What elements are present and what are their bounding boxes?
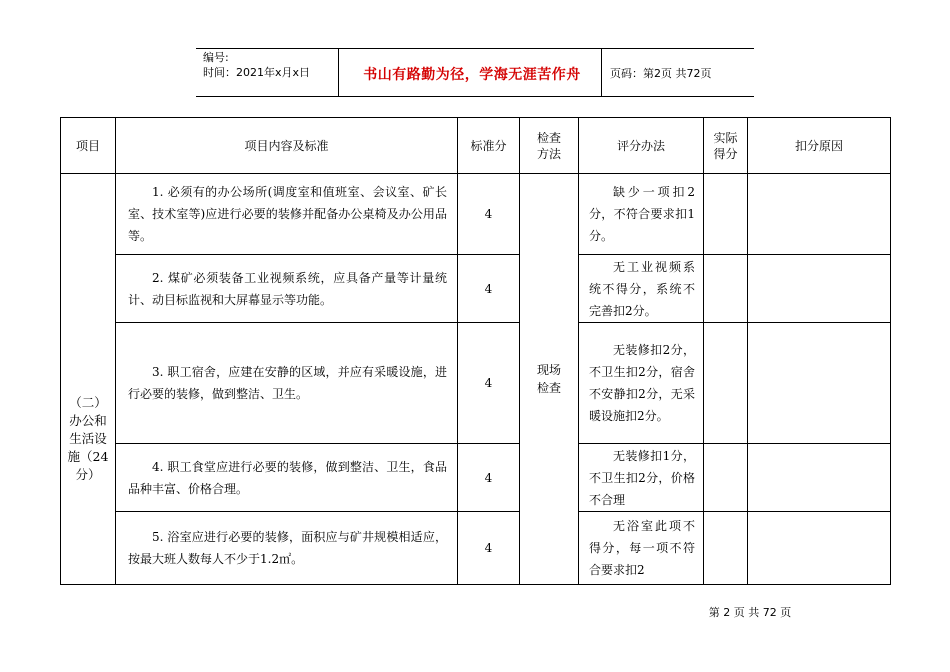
content-cell: 5. 浴室应进行必要的装修，面积应与矿井规模相适应，按最大班人数每人不少于1.2㎡。 <box>116 512 458 585</box>
content-cell: 4. 职工食堂应进行必要的装修，做到整洁、卫生，食品品种丰富、价格合理。 <box>116 444 458 512</box>
header-page-label: 页码：第2页 共72页 <box>610 67 712 80</box>
method-cell: 现场检查 <box>520 174 579 585</box>
actual-score-cell <box>704 174 748 255</box>
rule-cell: 缺少一项扣2分，不符合要求扣1分。 <box>579 174 704 255</box>
actual-score-cell <box>704 323 748 444</box>
actual-score-cell <box>704 255 748 323</box>
rule-cell: 无工业视频系统不得分，系统不完善扣2分。 <box>579 255 704 323</box>
content-cell: 1. 必须有的办公场所(调度室和值班室、会议室、矿长室、技术室等)应进行必要的装修并配备办公桌椅及办公用品等。 <box>116 174 458 255</box>
table-row <box>61 323 891 444</box>
header-number-label: 编号: <box>203 51 229 64</box>
column-header: 检查方法 <box>520 118 579 174</box>
rule-cell: 无装修扣1分，不卫生扣2分，价格不合理 <box>579 444 704 512</box>
column-header: 项目 <box>61 118 116 174</box>
column-header: 实际得分 <box>704 118 748 174</box>
column-header: 项目内容及标准 <box>116 118 458 174</box>
score-cell: 4 <box>458 444 520 512</box>
column-header: 标准分 <box>458 118 520 174</box>
column-header: 扣分原因 <box>748 118 891 174</box>
score-cell: 4 <box>458 174 520 255</box>
category-cell: （二）办公和生活设施（24分） <box>61 174 116 585</box>
actual-score-cell <box>704 444 748 512</box>
header-top-rule <box>196 48 754 49</box>
header-left <box>203 50 310 80</box>
header-divider <box>601 49 602 96</box>
header-motto: 书山有路勤为径，学海无涯苦作舟 <box>363 67 581 83</box>
deduction-reason-cell <box>748 512 891 585</box>
actual-score-cell <box>704 512 748 585</box>
content-cell: 2. 煤矿必须装备工业视频系统，应具备产量等计量统计、动目标监视和大屏幕显示等功能。 <box>116 255 458 323</box>
deduction-reason-cell <box>748 255 891 323</box>
page-footer: 第 2 页 共 72 页 <box>708 606 792 619</box>
deduction-reason-cell <box>748 174 891 255</box>
inspection-table <box>60 117 891 585</box>
rule-cell: 无浴室此项不得分，每一项不符合要求扣2 <box>579 512 704 585</box>
table-row <box>61 255 891 323</box>
header-time-label: 时间：2021年x月x日 <box>203 66 311 79</box>
table-row <box>61 512 891 585</box>
header-divider <box>338 49 339 96</box>
score-cell: 4 <box>458 512 520 585</box>
table-row <box>61 174 891 255</box>
table-row <box>61 444 891 512</box>
content-cell: 3. 职工宿舍，应建在安静的区域，并应有采暖设施，进行必要的装修，做到整洁、卫生。 <box>116 323 458 444</box>
deduction-reason-cell <box>748 444 891 512</box>
column-header: 评分办法 <box>579 118 704 174</box>
table-header-row <box>61 118 891 174</box>
score-cell: 4 <box>458 255 520 323</box>
header-bottom-rule <box>196 96 754 97</box>
deduction-reason-cell <box>748 323 891 444</box>
rule-cell: 无装修扣2分，不卫生扣2分，宿舍不安静扣2分，无采暖设施扣2分。 <box>579 323 704 444</box>
score-cell: 4 <box>458 323 520 444</box>
